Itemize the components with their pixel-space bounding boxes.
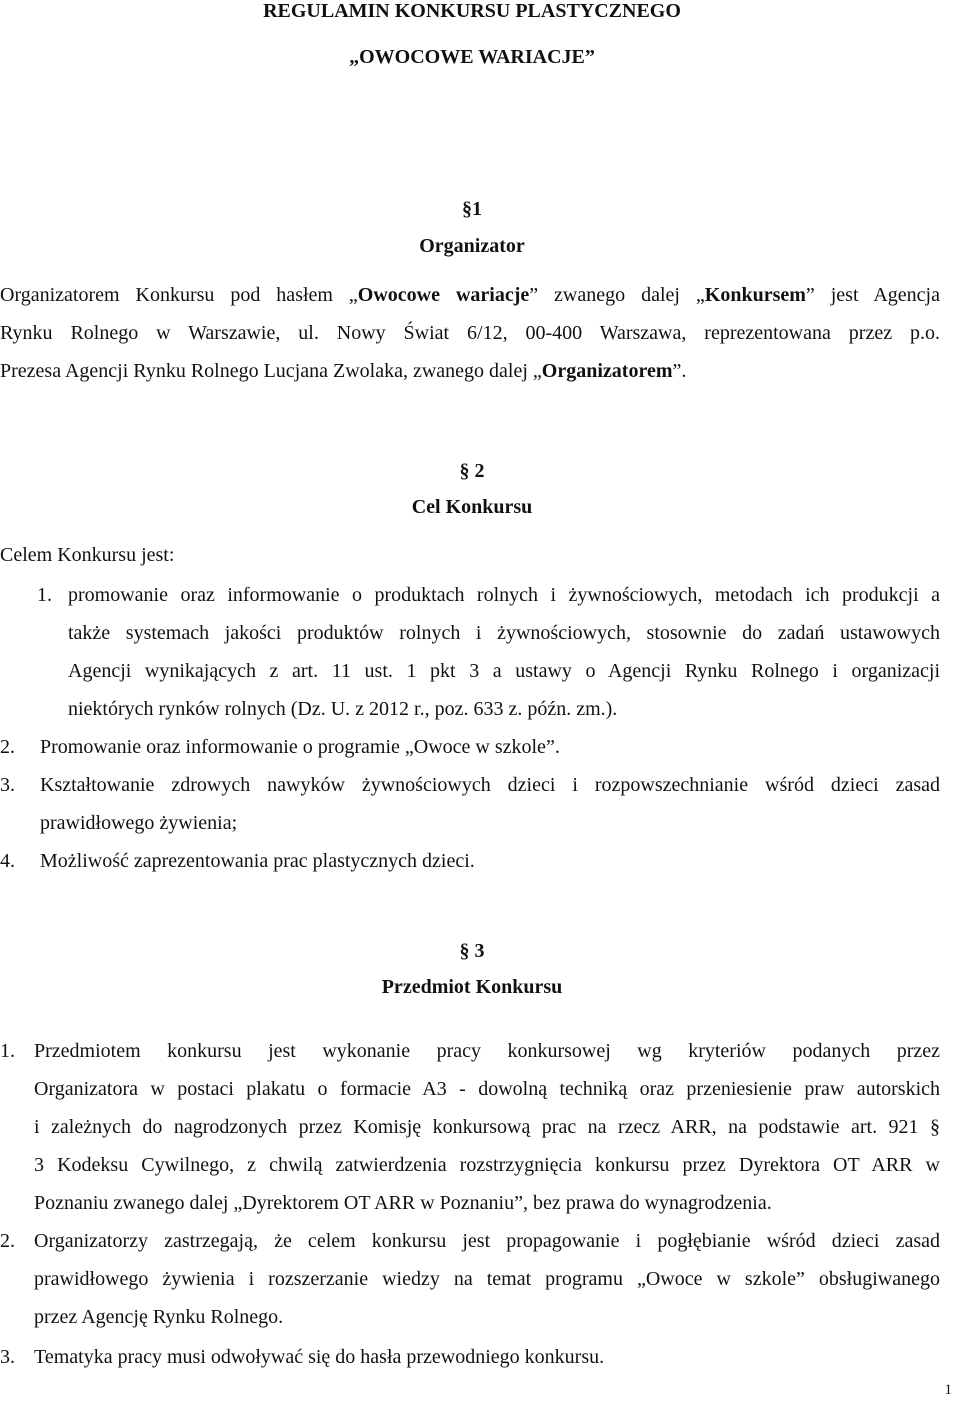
s2-item-2-line-1: Promowanie oraz informowanie o programie „Owoce w szkole”. xyxy=(40,736,560,758)
s3-item-2-line-1: Organizatorzy zastrzegają, że celem konkursu jest propagowanie i pogłębianie wśród dzieci zasad xyxy=(34,1230,940,1252)
s2-item-1-line-4: niektórych rynków rolnych (Dz. U. z 2012 r., poz. 633 z. późn. zm.). xyxy=(68,698,618,720)
section-1-line-3: Prezesa Agencji Rynku Rolnego Lucjana Zwolaka, zwanego dalej „Organizatorem”. xyxy=(0,360,687,382)
section-2-mark: § 2 xyxy=(459,460,485,482)
section-3-heading: Przedmiot Konkursu xyxy=(381,976,563,998)
s3-item-2-number: 2. xyxy=(0,1230,15,1252)
page-number: 1 xyxy=(944,1382,952,1398)
s3-item-2-line-3: przez Agencję Rynku Rolnego. xyxy=(34,1306,284,1328)
s2-item-3-line-2: prawidłowego żywienia; xyxy=(40,812,238,834)
s3-item-1-number: 1. xyxy=(0,1040,15,1062)
s2-item-1-line-2: także systemach jakości produktów rolnych i żywnościowych, stosownie do zadań ustawowych xyxy=(68,622,940,644)
section-2-intro: Celem Konkursu jest: xyxy=(0,544,175,566)
s3-item-3-number: 3. xyxy=(0,1346,15,1368)
section-1-mark: §1 xyxy=(462,198,482,220)
document-subtitle: „OWOCOWE WARIACJE” xyxy=(349,46,595,68)
s3-item-1-line-1: Przedmiotem konkursu jest wykonanie pracy konkursowej wg kryteriów podanych przez xyxy=(34,1040,940,1062)
s2-item-1-line-1: promowanie oraz informowanie o produktach rolnych i żywnościowych, metodach ich produkcji a xyxy=(68,584,940,606)
s2-item-1-line-3: Agencji wynikających z art. 11 ust. 1 pkt 3 a ustawy o Agencji Rynku Rolnego i organizacji xyxy=(68,660,940,682)
s2-item-4-number: 4. xyxy=(0,850,15,872)
s2-item-1-number: 1. xyxy=(37,584,52,606)
section-1-line-2: Rynku Rolnego w Warszawie, ul. Nowy Świat 6/12, 00-400 Warszawa, reprezentowana przez p.o. xyxy=(0,322,940,344)
s3-item-2-line-2: prawidłowego żywienia i rozszerzanie wiedzy na temat programu „Owoce w szkole” obsługiwanego xyxy=(34,1268,940,1290)
section-3-mark: § 3 xyxy=(459,940,485,962)
s2-item-4-line-1: Możliwość zaprezentowania prac plastycznych dzieci. xyxy=(40,850,475,872)
s3-item-3-line-1: Tematyka pracy musi odwoływać się do hasła przewodniego konkursu. xyxy=(34,1346,605,1368)
s3-item-1-line-4: 3 Kodeksu Cywilnego, z chwilą zatwierdzenia rozstrzygnięcia konkursu przez Dyrektora OT ARR w xyxy=(34,1154,940,1176)
s2-item-3-line-1: Kształtowanie zdrowych nawyków żywnościowych dzieci i rozpowszechnianie wśród dzieci zasad xyxy=(40,774,940,796)
document-title: REGULAMIN KONKURSU PLASTYCZNEGO xyxy=(263,0,681,22)
section-1-line-1: Organizatorem Konkursu pod hasłem „Owocowe wariacje” zwanego dalej „Konkursem” jest Agencja xyxy=(0,284,940,306)
s3-item-1-line-5: Poznaniu zwanego dalej „Dyrektorem OT ARR w Poznaniu”, bez prawa do wynagrodzenia. xyxy=(34,1192,772,1214)
section-2-heading: Cel Konkursu xyxy=(411,496,533,518)
section-1-heading: Organizator xyxy=(419,235,525,257)
s3-item-1-line-3: i zależnych do nagrodzonych przez Komisję konkursową prac na rzecz ARR, na podstawie art. 921 § xyxy=(34,1116,940,1138)
s2-item-2-number: 2. xyxy=(0,736,15,758)
s2-item-3-number: 3. xyxy=(0,774,15,796)
s3-item-1-line-2: Organizatora w postaci plakatu o formacie A3 - dowolną techniką oraz przeniesienie praw autorskich xyxy=(34,1078,940,1100)
